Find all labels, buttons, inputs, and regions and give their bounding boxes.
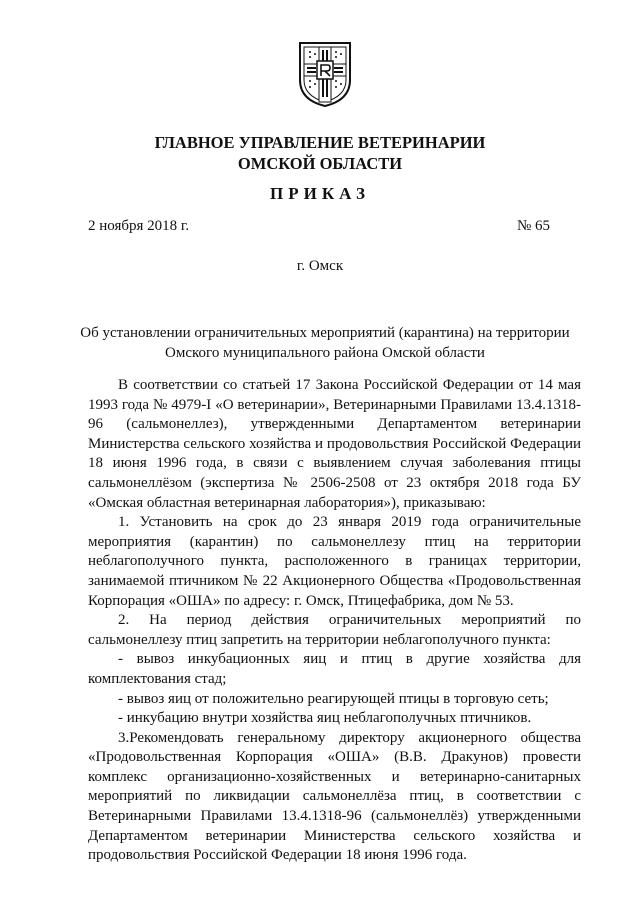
clause-3: 3.Рекомендовать генеральному директору акционерного общества «Продовольственная Корпорация «ОША» (В.В. Дракунов) провести комплекс организационно-хозяйственных и ветеринарно-санитарных мероприятий по ликвидации сальмонеллёза птиц, в соответствии с Ветеринарными Правилами 13.4.1318-96 (сальмонеллёз) утвержденными Департаментом ветеринарии Министерства сельского хозяйства и продовольствия Российской Федерации 18 июня 1996 года.	[88, 729, 581, 864]
subject-line: Омского муниципального района Омской области	[165, 345, 485, 361]
order-number: № 65	[516, 218, 550, 234]
document-type: ПРИКАЗ	[270, 184, 370, 203]
order-subject	[60, 323, 590, 363]
clause-2-item: - вывоз инкубационных яиц и птиц в другие хозяйства для комплектования стад;	[88, 651, 581, 687]
preamble-paragraph: В соответствии со статьей 17 Закона Российской Федерации от 14 мая 1993 года № 4979-I «О ветеринарии», Ветеринарными Правилами 13.4.1318-96 (сальмонеллез), утвержденными Департаментом ветеринарии Министерства сельского хозяйства и продовольствия Российской Федерации 18 июня 1996 года, в связи с выявлением случая заболевания птицы сальмонеллёзом (экспертиза № 2506-2508 от 23 октября 2018 года БУ «Омская областная ветеринарная лаборатория»), приказываю:	[88, 377, 581, 511]
subject-line: Об установлении ограничительных мероприятий (карантина) на территории	[80, 325, 570, 341]
order-body	[88, 376, 581, 866]
clause-2: 2. На период действия ограничительных мероприятий по сальмонеллезу птиц запретить на территории неблагополучного пункта:	[88, 612, 581, 648]
order-date: 2 ноября 2018 г.	[88, 218, 190, 234]
city: г. Омск	[296, 258, 344, 274]
organization-name: ГЛАВНОЕ УПРАВЛЕНИЕ ВЕТЕРИНАРИИ	[154, 133, 486, 152]
coat-of-arms-icon	[297, 40, 353, 108]
clause-2-item: - инкубацию внутри хозяйства яиц неблагополучных птичников.	[118, 710, 532, 727]
clause-1: 1. Установить на срок до 23 января 2019 года ограничительные мероприятия (карантин) по сальмонеллезу птиц на территории неблагополучного пункта, расположенного в границах территории, занимаемой птичником № 22 Акционерного Общества «Продовольственная Корпорация «ОША» по адресу: г. Омск, Птицефабрика, дом № 53.	[88, 514, 581, 609]
organization-region: ОМСКОЙ ОБЛАСТИ	[237, 154, 403, 173]
clause-2-item: - вывоз яиц от положительно реагирующей птицы в торговую сеть;	[118, 690, 549, 707]
